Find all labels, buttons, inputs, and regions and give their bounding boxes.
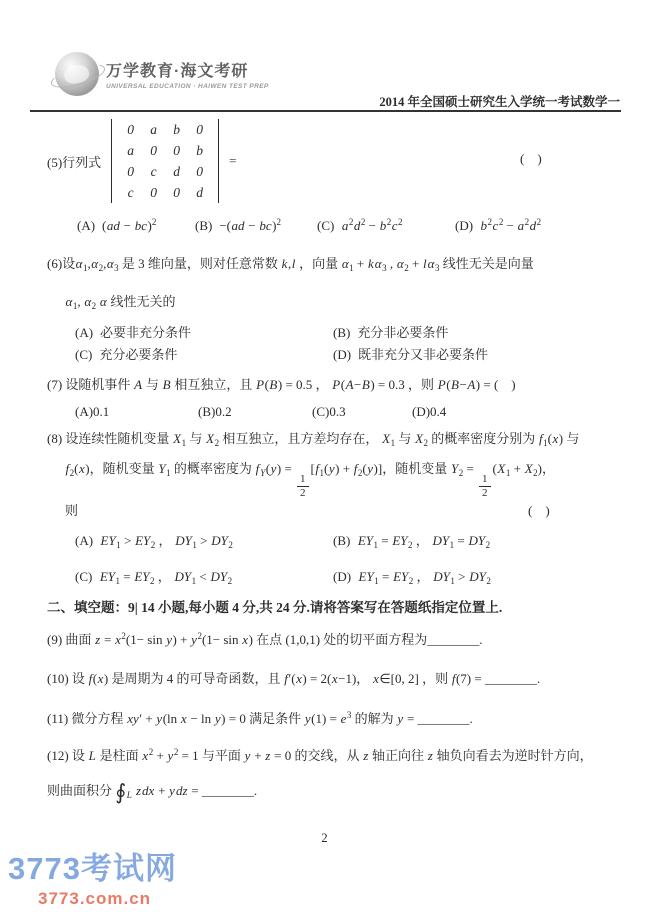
- question-6-option-c: [75, 344, 177, 363]
- option-text: $EY_1 = EY_2$ ， $DY_1 > DY_2$: [358, 569, 491, 586]
- matrix-cell: 0: [196, 122, 204, 137]
- option-key: (A): [75, 533, 94, 548]
- option-text: 0.3: [329, 404, 346, 419]
- option-key: (D): [412, 404, 431, 419]
- option-text: $b^2c^2 - a^2d^2$: [480, 217, 542, 233]
- option-key: (B): [333, 533, 351, 548]
- question-7-option-c: [312, 404, 346, 420]
- option-text: 既非充分又非必要条件: [358, 347, 489, 362]
- option-key: (C): [312, 404, 330, 419]
- question-5-answer-parentheses: ( ): [520, 151, 542, 166]
- question-8-option-b: [333, 530, 490, 549]
- question-6-line-1: (6)设$\alpha_1,\alpha_2,\alpha_3$ 是 3 维向量，则对任意常数 k,l ，向量 $\alpha_1 + k\alpha_3$ , $\alpha_2 + l\alpha_3$ 线性无关是向量: [47, 256, 534, 273]
- matrix-cell: 0: [173, 143, 181, 158]
- option-text: $EY_1 = EY_2$ ， $DY_1 = DY_2$: [357, 533, 491, 550]
- watermark-site-name: 3773考试网: [8, 851, 177, 886]
- question-6-option-d: [333, 344, 488, 363]
- matrix-cell: b: [173, 122, 181, 137]
- question-10-text: (10) 设 f(x) 是周期为 4 的可导奇函数，且 f′(x) = 2(x−1)， x∈[0, 2] ，则 f(7) = ________.: [47, 671, 541, 686]
- question-7-option-b: [198, 404, 232, 420]
- option-key: (C): [75, 347, 93, 362]
- matrix-cell: 0: [150, 185, 158, 200]
- matrix-cell: 0: [173, 185, 181, 200]
- question-8-option-c: [75, 566, 232, 585]
- option-text: 充分非必要条件: [357, 325, 449, 340]
- option-text: $EY_1 = EY_2$ ， $DY_1 < DY_2$: [99, 569, 233, 586]
- option-key: (D): [333, 569, 352, 584]
- question-11-text: (11) 微分方程 xy′ + y(ln x − ln y) = 0 满足条件 $y(1) = e^3$ 的解为 y = ________.: [47, 710, 473, 726]
- option-key: (B): [198, 404, 216, 419]
- option-text: 0.4: [430, 404, 447, 419]
- question-8-line-3: 则: [65, 503, 79, 518]
- option-text: −(ad − bc)$^2$: [219, 217, 281, 233]
- section-2-heading: 二、填空题：9| 14 小题,每小题 4 分,共 24 分.请将答案写在答题纸指定位置上.: [47, 600, 503, 615]
- watermark-site-url: 3773.com.cn: [38, 889, 152, 908]
- matrix-cell: 0: [127, 164, 135, 179]
- option-text: 0.2: [215, 404, 232, 419]
- option-key: (C): [317, 218, 335, 233]
- matrix-cell: a: [150, 122, 158, 137]
- question-8-answer-parentheses: ( ): [528, 503, 550, 518]
- watermark: [8, 843, 177, 909]
- option-text: 0.1: [93, 404, 110, 419]
- matrix-cell: a: [127, 143, 135, 158]
- matrix-cell: b: [196, 143, 204, 158]
- option-text: $a^2d^2 - b^2c^2$: [341, 217, 403, 233]
- matrix-cell: 0: [196, 164, 204, 179]
- question-5-option-b: [195, 218, 281, 234]
- option-text: 充分必要条件: [99, 347, 178, 362]
- question-8-line-1: (8) 设连续性随机变量 $X_1$ 与 $X_2$ 相互独立，且方差均存在， $X_1$ 与 $X_2$ 的概率密度分别为 $f_1(x)$ 与: [47, 431, 580, 448]
- matrix-cell: 0: [150, 143, 158, 158]
- option-key: (C): [75, 569, 93, 584]
- option-key: (A): [77, 218, 96, 233]
- matrix-cell: d: [196, 185, 204, 200]
- brand-name-english: UNIVERSAL EDUCATION · HAIWEN TEST PREP: [106, 83, 269, 90]
- option-text: 必要非充分条件: [100, 325, 192, 340]
- option-text: (ad − bc)$^2$: [102, 217, 157, 233]
- question-8-option-d: [333, 566, 491, 585]
- brand-logo: [55, 52, 269, 96]
- question-6-option-b: [333, 322, 448, 341]
- matrix-cell: d: [173, 164, 181, 179]
- option-key: (D): [455, 218, 474, 233]
- question-12-line-1: (12) 设 L 是柱面 $x^2 + y^2 = 1$ 与平面 y + z = 0 的交线，从 z 轴正向往 z 轴负向看去为逆时针方向，: [47, 747, 593, 763]
- brand-name-chinese: 万学教育·海文考研: [106, 63, 249, 80]
- header-divider: [30, 110, 621, 112]
- question-5-option-d: [455, 218, 541, 234]
- option-key: (A): [75, 404, 94, 419]
- exam-title: 2014 年全国硕士研究生入学统一考试数学一: [379, 95, 620, 109]
- question-7-option-d: [412, 404, 446, 420]
- option-key: (A): [75, 325, 94, 340]
- question-7-text: (7) 设随机事件 A 与 B 相互独立，且 P(B) = 0.5 ， P(A−B) = 0.3 ，则 P(B−A) = ( ): [47, 377, 516, 392]
- option-key: (D): [333, 347, 352, 362]
- question-8-option-a: [75, 530, 233, 549]
- question-5-option-a: [77, 218, 156, 234]
- globe-icon: [55, 52, 99, 96]
- question-12-line-2: 则曲面积分 $∮_L$ zdx + ydz = ________.: [47, 780, 258, 804]
- question-5: [47, 118, 237, 204]
- question-9-text: (9) 曲面 $z = x^2(1- \sin y) + y^2(1- \sin x)$ 在点 (1,0,1) 处的切平面方程为________.: [47, 631, 483, 647]
- option-key: (B): [333, 325, 351, 340]
- brand-text: [106, 58, 269, 90]
- matrix-cell: c: [150, 164, 157, 179]
- matrix-cell: 0: [127, 122, 135, 137]
- matrix-cell: c: [127, 185, 134, 200]
- option-text: $EY_1 > EY_2$ ， $DY_1 > DY_2$: [100, 533, 233, 550]
- option-key: (B): [195, 218, 213, 233]
- question-8-line-2: $f_2(x)$，随机变量 $Y_1$ 的概率密度为 $f_Y(y)$ = $\frac{1}{2}$ $[f_1(y) + f_2(y)]$，随机变量 $Y_2$ = $\frac{1}{2}$ $(X_1 + X_2)$，: [65, 461, 555, 499]
- determinant-matrix: [111, 119, 219, 203]
- question-5-option-c: [317, 218, 402, 234]
- question-7-option-a: [75, 404, 109, 420]
- equals-sign: =: [229, 153, 237, 168]
- question-5-label: (5)行列式: [47, 154, 102, 170]
- page-number: 2: [321, 831, 328, 845]
- question-6-option-a: [75, 322, 191, 341]
- question-6-line-2: $\alpha_1$, $\alpha_2$ α 线性无关的: [65, 294, 176, 311]
